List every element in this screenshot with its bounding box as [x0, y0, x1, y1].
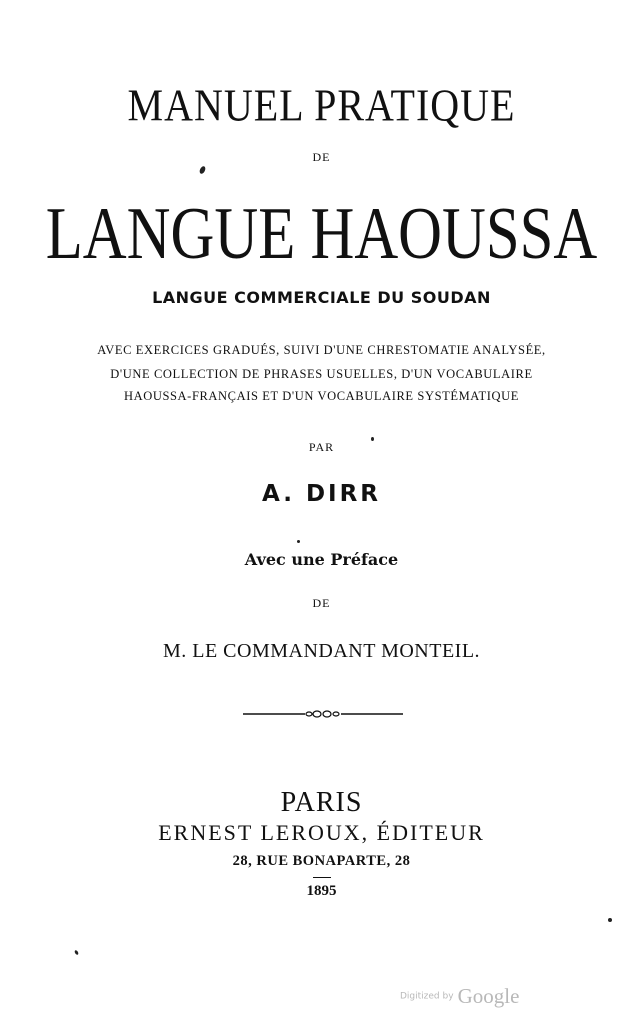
ornament-divider-icon [243, 707, 403, 721]
main-title: LANGUE HAOUSSA [45, 193, 598, 275]
de-connector-1: DE [312, 150, 331, 164]
scan-speck [74, 950, 79, 956]
imprint-year: 1895 [306, 883, 337, 899]
subtitle: LANGUE COMMERCIALE DU SOUDAN [152, 288, 491, 307]
google-logo: Google [457, 984, 520, 1008]
imprint-city: PARIS [280, 787, 363, 818]
preface-note: Avec une Préface [244, 550, 399, 569]
description-line-3: HAOUSSA-FRANÇAIS ET D'UN VOCABULAIRE SYSTÉMATIQUE [123, 389, 520, 403]
preface-author: M. LE COMMANDANT MONTEIL. [162, 640, 481, 662]
watermark-digitized-label: Digitized by [400, 991, 454, 1002]
description-line-2: D'UNE COLLECTION DE PHRASES USUELLES, D'UN VOCABULAIRE [110, 367, 533, 381]
par-label: PAR [308, 440, 335, 454]
description-line-1: AVEC EXERCICES GRADUÉS, SUIVI D'UNE CHRESTOMATIE ANALYSÉE, [97, 343, 546, 357]
author-name: A. DIRR [261, 481, 382, 507]
year-rule [313, 877, 331, 878]
scan-speck [371, 437, 374, 441]
imprint-address: 28, RUE BONAPARTE, 28 [232, 853, 411, 869]
digitized-by-google-watermark [400, 984, 519, 1009]
scan-speck [608, 918, 612, 922]
de-connector-2: DE [312, 596, 331, 610]
scan-speck [199, 165, 207, 174]
imprint-publisher: ERNEST LEROUX, ÉDITEUR [158, 820, 485, 845]
scan-speck [297, 540, 300, 543]
title-line-1: MANUEL PRATIQUE [127, 79, 516, 131]
